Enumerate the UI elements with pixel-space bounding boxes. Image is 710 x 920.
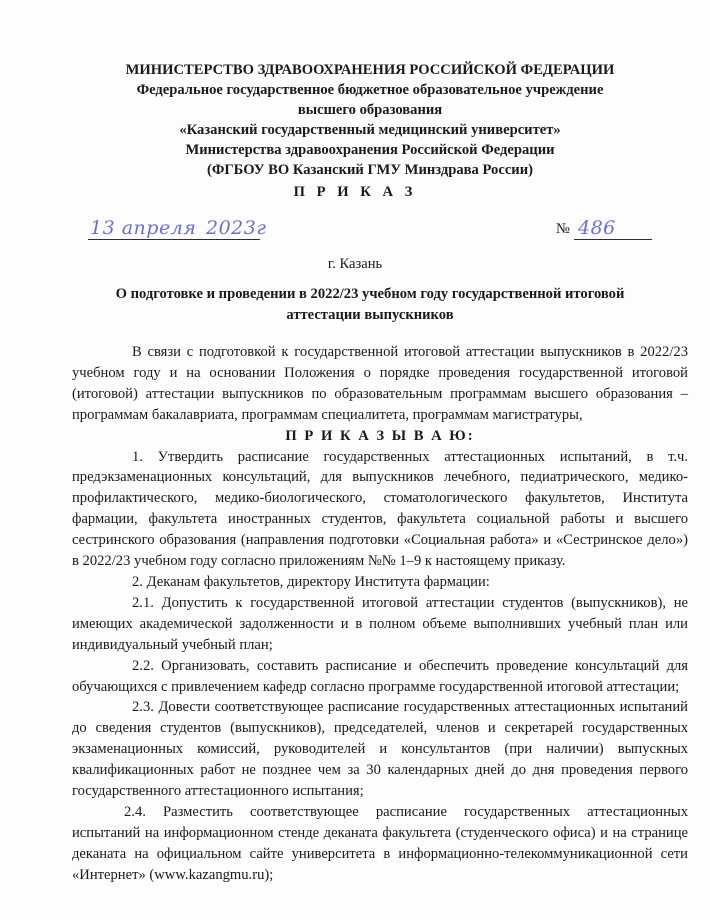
order-item-2-2: 2.2. Организовать, составить расписание и обеспечить проведение консультаций для обучающихся с привлечением кафедр согласно программе государственной итоговой аттестации;: [72, 657, 688, 695]
number-underline: [574, 217, 652, 240]
date-field: [88, 217, 267, 240]
order-item-2-4: 2.4. Разместить соответствующее расписание государственных аттестационных испытаний на информационном стенде деканата факультета (студенческого офиса) и на странице деканата на официальном сайте университета в информационно-телекоммуникационной сети «Интернет» (www.kazangmu.ru);: [72, 803, 688, 883]
preamble-paragraph: В связи с подготовкой к государственной итоговой аттестации выпускников в 2022/23 учебном году и на основании Положения о порядке проведения государственной итоговой (итоговой) аттестации выпускников по образовательным программам высшего образования – программам бакалавриата, программам специалитета, программам магистратуры,: [72, 344, 688, 423]
handwritten-year: 2023г: [206, 217, 267, 239]
ministry-subordination: Министерства здравоохранения Российской Федерации: [185, 142, 555, 158]
order-item-1: 1. Утвердить расписание государственных аттестационных испытаний, в т.ч. предэкзаменационных консультаций, для выпускников лечебного, педиатрического, медико-профилактического, медико-биологического, стоматологического факультетов, Института фармации, факультета иностранных студентов, факультета социальной работы и высшего сестринского образования (направления подготовки «Социальная работа» и «Сестринское дело») в 2022/23 учебном году согласно приложениям №№ 1–9 к настоящему приказу.: [72, 448, 688, 570]
university-short-name: (ФГБОУ ВО Казанский ГМУ Минздрава России): [207, 162, 533, 178]
order-subject: О подготовке и проведении в 2022/23 учебном году государственной итоговой аттестации выпускников: [115, 286, 625, 323]
handwritten-date: 13 апреля: [90, 217, 197, 239]
organization-header: [90, 60, 650, 180]
city: г. Казань: [327, 256, 383, 272]
number-sign: №: [556, 221, 570, 237]
order-item-2-1: 2.1. Допустить к государственной итоговой аттестации студентов (выпускников), не имеющих академической задолженности и в полном объеме выполнивших учебный план или индивидуальный учебный план;: [72, 594, 688, 653]
handwritten-order-number: 486: [578, 217, 616, 239]
order-item-2-3: 2.3. Довести соответствующее расписание государственных аттестационных испытаний до сведения студентов (выпускников), председателей, членов и секретарей государственных экзаменационных комиссий, руководителей и консультантов (при наличии) выпускных квалификационных работ не позднее чем за 30 календарных дней до дня проведения первого государственного аттестационного испытания;: [72, 699, 688, 800]
document-body: [72, 342, 688, 886]
ministry-title: МИНИСТЕРСТВО ЗДРАВООХРАНЕНИЯ РОССИЙСКОЙ ФЕДЕРАЦИИ: [125, 62, 615, 78]
education-level-line: высшего образования: [297, 102, 443, 118]
order-number-field: [556, 217, 652, 239]
university-name: «Казанский государственный медицинский университет»: [179, 122, 561, 138]
document-type-title: П Р И К А З: [293, 184, 417, 200]
institution-type-line: Федеральное государственное бюджетное образовательное учреждение: [136, 82, 604, 98]
order-item-2: 2. Деканам факультетов, директору Института фармации:: [132, 573, 490, 590]
orders-heading: П Р И К А З Ы В А Ю:: [285, 427, 475, 444]
